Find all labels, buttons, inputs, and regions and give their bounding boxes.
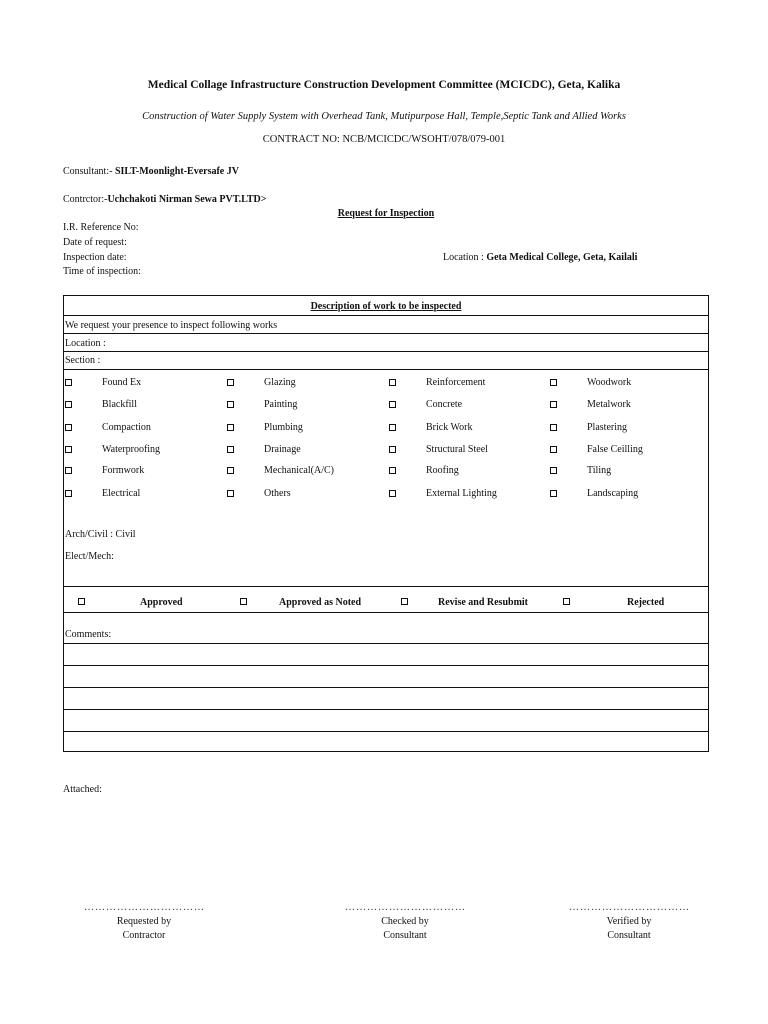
time-of-inspection-field: Time of inspection:: [63, 266, 141, 277]
work-checkbox[interactable]: [550, 489, 557, 500]
comment-line: [64, 731, 708, 732]
checked-by-role: Consultant: [383, 930, 427, 941]
work-item-label: Blackfill: [102, 399, 137, 410]
work-checkbox[interactable]: [389, 423, 396, 434]
work-item-label: Plumbing: [264, 422, 303, 433]
row-divider: [64, 612, 708, 613]
location-line: [443, 252, 637, 263]
work-item-label: External Lighting: [426, 488, 497, 499]
work-item-label: Formwork: [102, 465, 145, 476]
location-label: Location :: [443, 252, 484, 263]
requested-by-label: Requested by: [116, 916, 172, 927]
date-of-request-field: Date of request:: [63, 237, 127, 248]
work-checkbox[interactable]: [550, 466, 557, 477]
inspection-table: [63, 295, 709, 752]
consultant-value: SILT-Moonlight-Eversafe JV: [114, 166, 239, 177]
work-item-label: Plastering: [587, 422, 627, 433]
comments-label: Comments:: [65, 629, 112, 640]
signature-line-requested: ……………………………: [84, 902, 205, 913]
work-checkbox[interactable]: [389, 466, 396, 477]
work-item-label: Others: [264, 488, 291, 499]
document-title: Medical Collage Infrastructure Construction Development Committee (MCICDC), Geta, Kalika: [147, 79, 621, 91]
work-checkbox[interactable]: [227, 423, 234, 434]
row-divider: [64, 315, 708, 316]
approved-checkbox[interactable]: [78, 597, 85, 608]
attached-label: Attached:: [63, 784, 102, 795]
project-subtitle: Construction of Water Supply System with Overhead Tank, Mutipurpose Hall, Temple,Septic Tank and Allied Works: [142, 111, 626, 122]
contractor-value: Uchchakoti Nirman Sewa PVT.LTD>: [107, 194, 267, 205]
signature-line-verified: ……………………………: [569, 902, 690, 913]
verified-by-label: Verified by: [606, 916, 652, 927]
work-checkbox[interactable]: [227, 489, 234, 500]
contract-number: CONTRACT NO: NCB/MCICDC/WSOHT/078/079-001: [262, 134, 506, 145]
work-item-label: Compaction: [102, 422, 151, 433]
work-item-label: Waterproofing: [102, 444, 161, 455]
row-divider: [64, 586, 708, 587]
work-item-label: Structural Steel: [426, 444, 488, 455]
row-divider: [64, 351, 708, 352]
approved-as-noted-label: Approved as Noted: [279, 597, 362, 608]
row-divider: [64, 333, 708, 334]
work-item-label: Mechanical(A/C): [264, 465, 334, 476]
work-checkbox[interactable]: [389, 400, 396, 411]
request-text: We request your presence to inspect following works: [65, 320, 278, 331]
work-checkbox[interactable]: [65, 378, 72, 389]
work-checkbox[interactable]: [227, 400, 234, 411]
contractor-label: Contrctor:-: [63, 194, 108, 205]
form-title: Request for Inspection: [337, 208, 435, 219]
approved-as-noted-checkbox[interactable]: [240, 597, 247, 608]
work-checkbox[interactable]: [550, 400, 557, 411]
work-item-label: Found Ex: [102, 377, 142, 388]
inspection-date-field: Inspection date:: [63, 252, 127, 263]
work-checkbox[interactable]: [389, 378, 396, 389]
requested-by-role: Contractor: [122, 930, 166, 941]
work-checkbox[interactable]: [389, 489, 396, 500]
work-item-label: Electrical: [102, 488, 141, 499]
work-checkbox[interactable]: [227, 378, 234, 389]
arch-civil-field: Arch/Civil : Civil: [65, 529, 136, 540]
work-checkbox[interactable]: [65, 489, 72, 500]
table-section-label: Section :: [65, 355, 101, 366]
revise-resubmit-label: Revise and Resubmit: [438, 597, 529, 608]
work-checkbox[interactable]: [65, 445, 72, 456]
work-item-label: Brick Work: [426, 422, 473, 433]
work-checkbox[interactable]: [65, 423, 72, 434]
work-item-label: Concrete: [426, 399, 463, 410]
ir-reference-field: I.R. Reference No:: [63, 222, 139, 233]
work-item-label: Metalwork: [587, 399, 631, 410]
consultant-line: [63, 166, 239, 177]
work-checkbox[interactable]: [550, 378, 557, 389]
checked-by-label: Checked by: [381, 916, 429, 927]
work-item-label: Painting: [264, 399, 298, 410]
consultant-label: Consultant:-: [63, 166, 113, 177]
verified-by-role: Consultant: [607, 930, 651, 941]
comment-line: [64, 643, 708, 644]
rejected-label: Rejected: [627, 597, 665, 608]
work-checkbox[interactable]: [65, 400, 72, 411]
work-item-label: Glazing: [264, 377, 296, 388]
work-checkbox[interactable]: [389, 445, 396, 456]
comment-line: [64, 665, 708, 666]
work-item-label: Reinforcement: [426, 377, 486, 388]
revise-resubmit-checkbox[interactable]: [401, 597, 408, 608]
rejected-checkbox[interactable]: [563, 597, 570, 608]
location-value: Geta Medical College, Geta, Kailali: [486, 252, 638, 263]
row-divider: [64, 369, 708, 370]
signature-line-checked: ……………………………: [345, 902, 466, 913]
comment-line: [64, 709, 708, 710]
elect-mech-field: Elect/Mech:: [65, 551, 114, 562]
comment-line: [64, 687, 708, 688]
work-item-label: Woodwork: [587, 377, 632, 388]
work-item-label: False Ceilling: [587, 444, 643, 455]
work-item-label: Tiling: [587, 465, 612, 476]
work-item-label: Roofing: [426, 465, 459, 476]
work-checkbox[interactable]: [65, 466, 72, 477]
work-checkbox[interactable]: [550, 423, 557, 434]
table-heading: Description of work to be inspected: [310, 301, 462, 312]
contractor-line: [63, 194, 266, 205]
work-checkbox[interactable]: [550, 445, 557, 456]
table-location-label: Location :: [65, 338, 106, 349]
work-item-label: Landscaping: [587, 488, 639, 499]
work-checkbox[interactable]: [227, 445, 234, 456]
work-item-label: Drainage: [264, 444, 301, 455]
approved-label: Approved: [140, 597, 183, 608]
work-checkbox[interactable]: [227, 466, 234, 477]
